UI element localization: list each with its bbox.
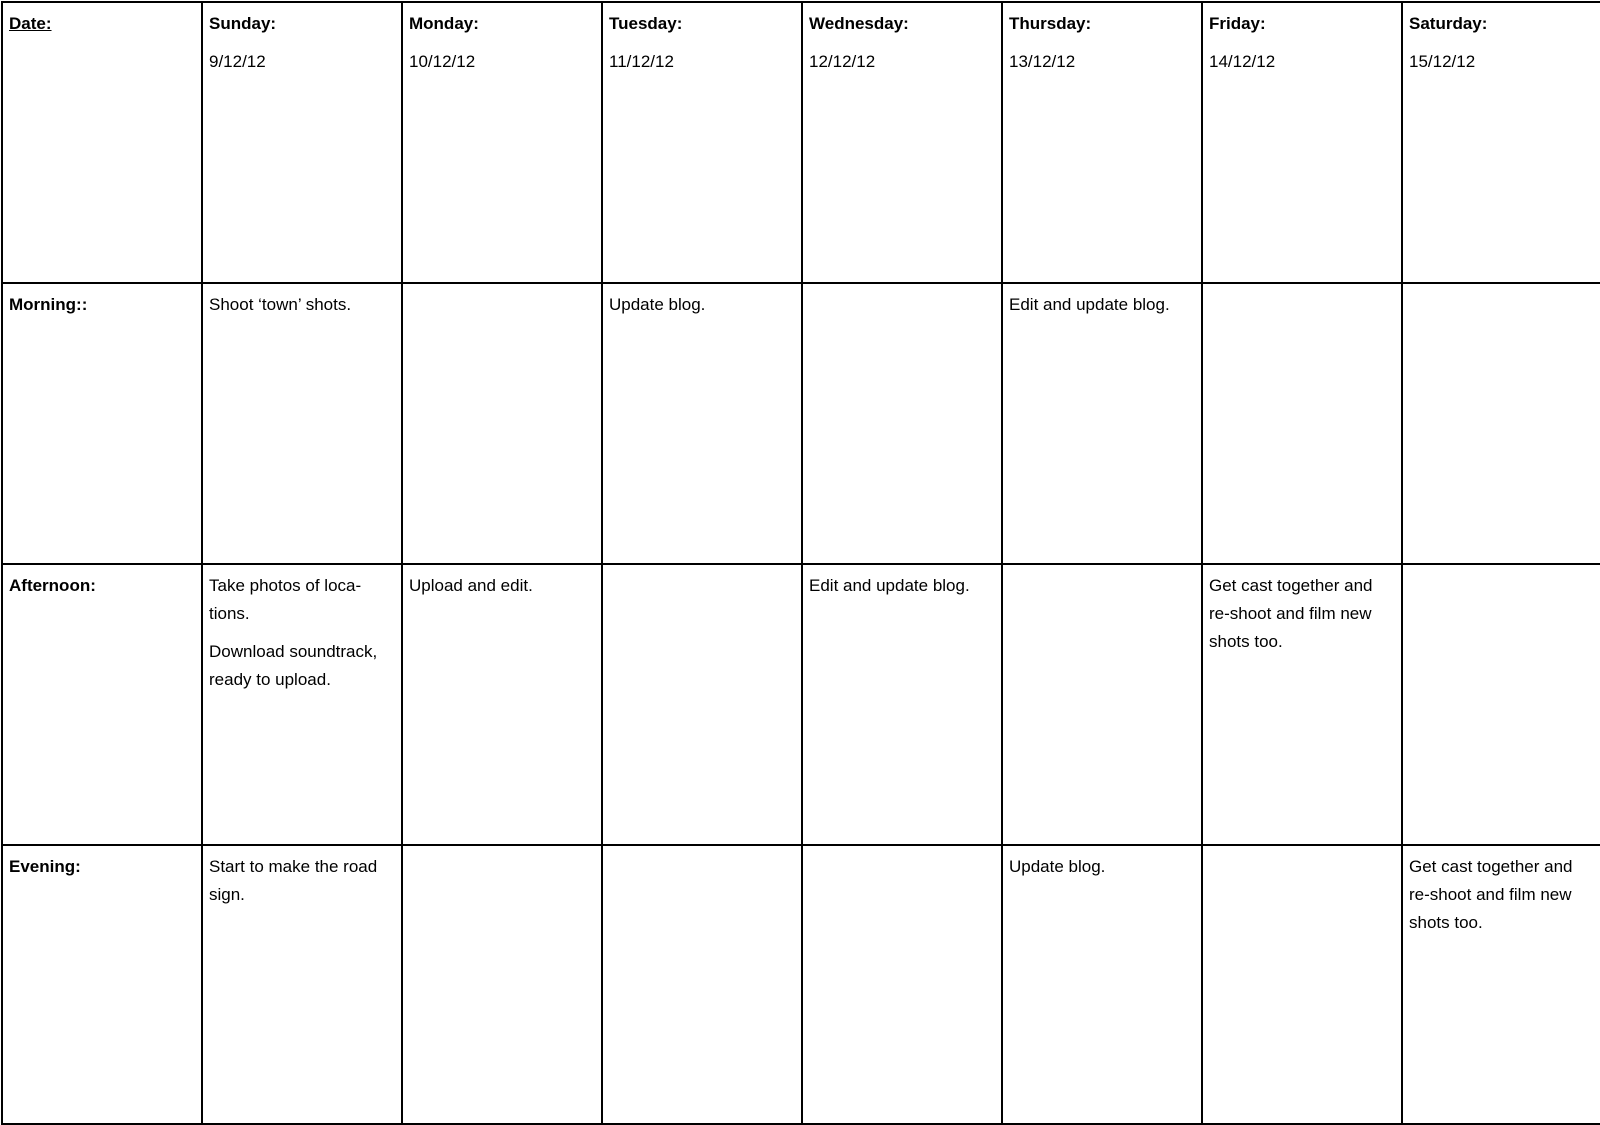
evening-cell-tuesday [602,845,802,1124]
task-text: Get cast together and re-shoot and film new shots too. [1209,576,1373,651]
row-label: Evening: [9,857,81,876]
weekly-planner-table [1,1,1600,1125]
evening-row [2,845,1600,1124]
morning-cell-monday [402,283,602,564]
task-text: Download soundtrack, ready to upload. [209,642,378,689]
evening-cell-wednesday [802,845,1002,1124]
task-text: Update blog. [609,295,706,314]
task-text: Start to make the road sign. [209,857,378,904]
day-cell-tuesday [602,2,802,283]
day-cell-wednesday [802,2,1002,283]
day-name: Thursday: [1009,14,1092,33]
afternoon-cell-sunday [202,564,402,845]
day-date: 9/12/12 [209,52,266,71]
afternoon-cell-friday [1202,564,1402,845]
morning-cell-tuesday [602,283,802,564]
day-date: 11/12/12 [609,52,674,71]
morning-cell-thursday [1002,283,1202,564]
day-name: Saturday: [1409,14,1488,33]
day-date: 12/12/12 [809,52,876,71]
afternoon-row [2,564,1600,845]
task-text: Shoot ‘town’ shots. [209,295,352,314]
evening-cell-friday [1202,845,1402,1124]
day-date: 13/12/12 [1009,52,1076,71]
morning-cell-friday [1202,283,1402,564]
day-name: Tuesday: [609,14,683,33]
evening-label-cell [2,845,202,1124]
afternoon-cell-thursday [1002,564,1202,845]
day-name: Friday: [1209,14,1266,33]
date-label-cell [2,2,202,283]
day-cell-thursday [1002,2,1202,283]
day-date: 10/12/12 [409,52,476,71]
evening-cell-monday [402,845,602,1124]
task-text: Take photos of loca- tions. [209,576,362,623]
evening-cell-sunday [202,845,402,1124]
day-name: Monday: [409,14,479,33]
day-cell-monday [402,2,602,283]
morning-label-cell [2,283,202,564]
day-name: Wednesday: [809,14,909,33]
afternoon-cell-wednesday [802,564,1002,845]
morning-cell-sunday [202,283,402,564]
morning-cell-saturday [1402,283,1600,564]
day-cell-friday [1202,2,1402,283]
task-text: Edit and update blog. [809,576,970,595]
header-row [2,2,1600,283]
day-name: Sunday: [209,14,277,33]
task-text: Upload and edit. [409,576,533,595]
task-text: Edit and update blog. [1009,295,1170,314]
afternoon-label-cell [2,564,202,845]
evening-cell-thursday [1002,845,1202,1124]
afternoon-cell-saturday [1402,564,1600,845]
afternoon-cell-monday [402,564,602,845]
morning-row [2,283,1600,564]
morning-cell-wednesday [802,283,1002,564]
row-label: Morning:: [9,295,88,314]
day-cell-saturday [1402,2,1600,283]
task-text: Get cast together and re-shoot and film new shots too. [1409,857,1573,932]
task-text: Update blog. [1009,857,1106,876]
date-label: Date: [9,14,52,33]
evening-cell-saturday [1402,845,1600,1124]
afternoon-cell-tuesday [602,564,802,845]
row-label: Afternoon: [9,576,96,595]
day-date: 14/12/12 [1209,52,1276,71]
day-cell-sunday [202,2,402,283]
day-date: 15/12/12 [1409,52,1476,71]
